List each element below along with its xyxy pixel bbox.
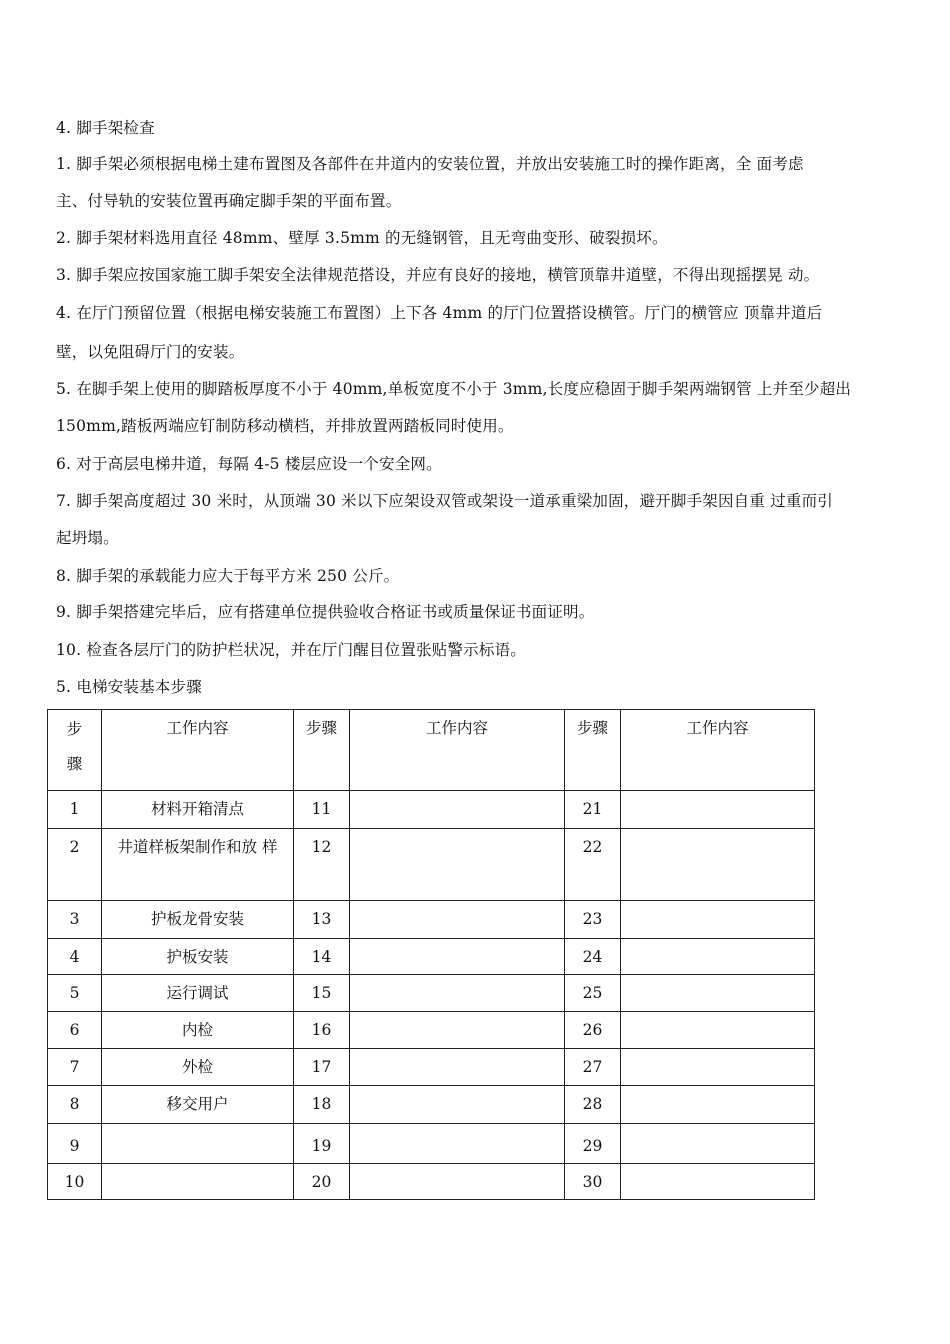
step-number: 9 (48, 1124, 102, 1164)
work-content (621, 791, 815, 829)
paragraph-1-line-2: 主、付导轨的安装位置再确定脚手架的平面布置。 (56, 192, 402, 210)
table-row (48, 829, 815, 901)
header-step-char-1: 步 (66, 720, 83, 738)
step-number: 24 (565, 939, 621, 975)
work-content: 护板安装 (102, 939, 294, 975)
paragraph-4-line-1: 4. 在厅门预留位置（根据电梯安装施工布置图）上下各 4mm 的厅门位置搭设横管。厅门的横管应 顶靠井道后 (56, 304, 823, 322)
work-content (621, 975, 815, 1012)
header-step: 步骤 (565, 710, 621, 791)
table-row (48, 1164, 815, 1200)
step-number: 17 (294, 1049, 350, 1086)
step-number: 4 (48, 939, 102, 975)
header-step: 步骤 (294, 710, 350, 791)
paragraph-10: 10. 检查各层厅门的防护栏状况，并在厅门醒目位置张贴警示标语。 (56, 641, 526, 659)
table-row (48, 939, 815, 975)
work-content (621, 1124, 815, 1164)
work-content (350, 1124, 565, 1164)
header-work-content: 工作内容 (621, 710, 815, 791)
work-content (621, 1012, 815, 1049)
step-number: 21 (565, 791, 621, 829)
step-number: 14 (294, 939, 350, 975)
work-content: 井道样板架制作和放 样 (102, 829, 294, 901)
work-content (350, 791, 565, 829)
paragraph-5-line-2: 150mm,踏板两端应钉制防移动横档，并排放置两踏板同时使用。 (56, 417, 514, 435)
table-header-row (48, 710, 815, 791)
paragraph-7-line-2: 起坍塌。 (56, 529, 119, 547)
work-content: 材料开箱清点 (102, 791, 294, 829)
work-content (621, 901, 815, 939)
step-number: 23 (565, 901, 621, 939)
paragraph-8: 8. 脚手架的承载能力应大于每平方米 250 公斤。 (56, 567, 400, 585)
work-content (350, 939, 565, 975)
work-content (621, 939, 815, 975)
step-number: 8 (48, 1086, 102, 1124)
paragraph-2: 2. 脚手架材料选用直径 48mm、壁厚 3.5mm 的无缝钢管，且无弯曲变形、破裂损坏。 (56, 229, 668, 247)
paragraph-9: 9. 脚手架搭建完毕后，应有搭建单位提供验收合格证书或质量保证书面证明。 (56, 603, 595, 621)
step-number: 13 (294, 901, 350, 939)
paragraph-5-line-1: 5. 在脚手架上使用的脚踏板厚度不小于 40mm,单板宽度不小于 3mm,长度应稳固于脚手架两端钢管 上并至少超出 (56, 380, 852, 398)
paragraph-4-line-2: 壁，以免阻碍厅门的安装。 (56, 343, 245, 361)
work-content (350, 829, 565, 901)
work-content (350, 1012, 565, 1049)
table-row (48, 901, 815, 939)
step-number: 18 (294, 1086, 350, 1124)
step-number: 5 (48, 975, 102, 1012)
work-content (621, 1164, 815, 1200)
step-number: 19 (294, 1124, 350, 1164)
table-row (48, 1086, 815, 1124)
step-number: 27 (565, 1049, 621, 1086)
header-step (48, 710, 102, 791)
work-content: 护板龙骨安装 (102, 901, 294, 939)
step-number: 6 (48, 1012, 102, 1049)
header-step-char-2: 骤 (66, 755, 83, 773)
work-content (350, 901, 565, 939)
install-steps-table (47, 709, 815, 1200)
work-content: 外检 (102, 1049, 294, 1086)
header-work-content: 工作内容 (102, 710, 294, 791)
work-content (621, 829, 815, 901)
work-content (621, 1049, 815, 1086)
step-number: 26 (565, 1012, 621, 1049)
step-number: 22 (565, 829, 621, 901)
section-heading-scaffold-check: 4. 脚手架检查 (56, 119, 155, 137)
step-number: 29 (565, 1124, 621, 1164)
work-content: 移交用户 (102, 1086, 294, 1124)
step-number: 1 (48, 791, 102, 829)
work-content (102, 1164, 294, 1200)
step-number: 10 (48, 1164, 102, 1200)
table-row (48, 1124, 815, 1164)
paragraph-6: 6. 对于高层电梯井道，每隔 4-5 楼层应设一个安全网。 (56, 455, 442, 473)
work-content (102, 1124, 294, 1164)
step-number: 7 (48, 1049, 102, 1086)
table-row (48, 791, 815, 829)
table-row (48, 975, 815, 1012)
work-content (350, 1049, 565, 1086)
work-content (350, 975, 565, 1012)
step-number: 28 (565, 1086, 621, 1124)
section-heading-install-steps: 5. 电梯安装基本步骤 (56, 678, 202, 696)
paragraph-1-line-1: 1. 脚手架必须根据电梯土建布置图及各部件在井道内的安装位置，并放出安装施工时的操作距离，全 面考虑 (56, 155, 804, 173)
step-number: 12 (294, 829, 350, 901)
paragraph-3: 3. 脚手架应按国家施工脚手架安全法律规范搭设，并应有良好的接地，横管顶靠井道壁，不得出现摇摆晃 动。 (56, 266, 820, 284)
step-number: 30 (565, 1164, 621, 1200)
work-content (350, 1086, 565, 1124)
work-content (621, 1086, 815, 1124)
step-number: 20 (294, 1164, 350, 1200)
header-work-content: 工作内容 (350, 710, 565, 791)
step-number: 15 (294, 975, 350, 1012)
step-number: 2 (48, 829, 102, 901)
step-number: 3 (48, 901, 102, 939)
work-content: 内检 (102, 1012, 294, 1049)
step-number: 11 (294, 791, 350, 829)
work-content: 运行调试 (102, 975, 294, 1012)
work-content (350, 1164, 565, 1200)
step-number: 25 (565, 975, 621, 1012)
table-row (48, 1012, 815, 1049)
step-number: 16 (294, 1012, 350, 1049)
table-row (48, 1049, 815, 1086)
paragraph-7-line-1: 7. 脚手架高度超过 30 米时，从顶端 30 米以下应架设双管或架设一道承重梁加固，避开脚手架因自重 过重而引 (56, 492, 834, 510)
